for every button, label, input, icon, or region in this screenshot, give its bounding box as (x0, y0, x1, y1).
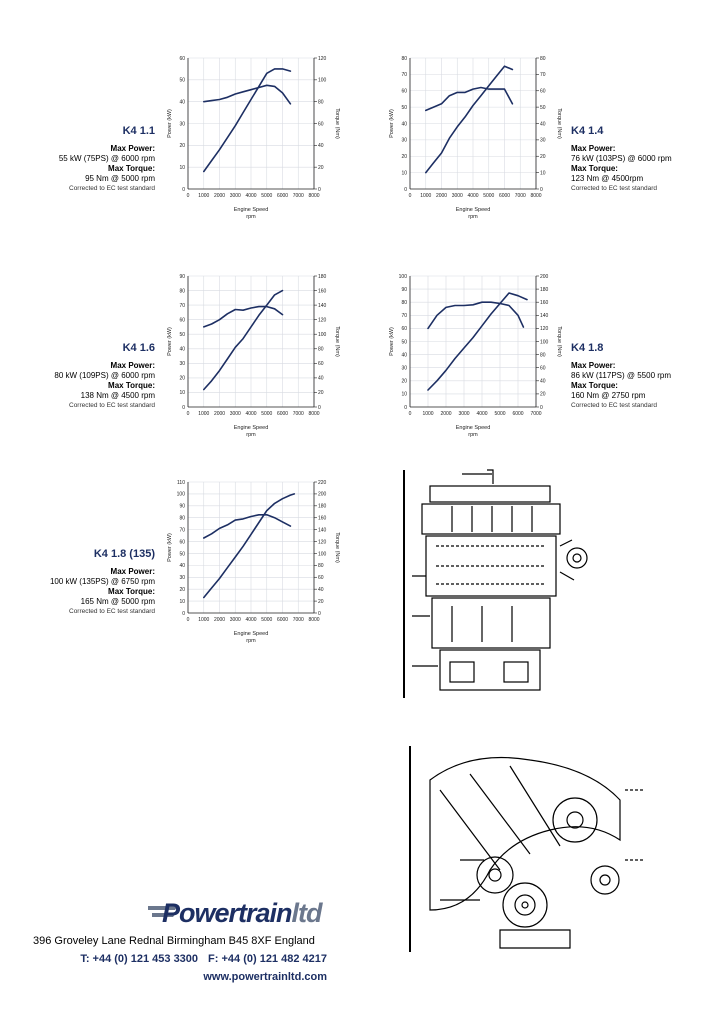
chart-k4-1-8 (372, 270, 562, 450)
x-axis-title: Engine Speed (455, 207, 491, 213)
y-right-tick-label: 120 (540, 326, 549, 333)
x-tick-label: 1000 (198, 193, 210, 199)
y-right-tick-label: 140 (318, 302, 327, 309)
y-right-tick-label: 20 (540, 154, 546, 161)
x-tick-label: 3000 (229, 193, 241, 199)
torque-label: Max Torque: (571, 164, 618, 173)
y-right-tick-label: 0 (318, 404, 321, 411)
torque-curve (204, 307, 283, 327)
chart-k4-1-6 (150, 270, 340, 450)
engine-front-svg (400, 740, 650, 960)
x-tick-label: 1000 (422, 411, 434, 417)
x-tick-label: 7000 (292, 411, 304, 417)
y-left-tick-label: 0 (182, 610, 185, 617)
x-tick-label: 0 (186, 193, 190, 199)
y-left-tick-label: 50 (401, 339, 407, 346)
phone-number: T: +44 (0) 121 453 3300 (80, 953, 199, 965)
power-value: 55 kW (75PS) @ 6000 rpm (58, 154, 155, 163)
y-right-tick-label: 20 (318, 390, 324, 397)
power-curve (204, 494, 294, 598)
spec-k4-1-1 (59, 124, 155, 194)
y-right-tick-label: 80 (540, 352, 546, 359)
y-right-tick-label: 180 (540, 286, 549, 293)
y-left-tick-label: 40 (401, 121, 407, 128)
x-tick-label: 1000 (420, 193, 432, 199)
y-right-tick-label: 100 (318, 77, 327, 84)
x-tick-label: 5000 (494, 411, 506, 417)
y-left-tick-label: 40 (179, 346, 185, 353)
x-axis-title: Engine Speed (233, 207, 269, 213)
logo-text (162, 898, 322, 929)
y-left-tick-label: 70 (401, 313, 407, 320)
y-right-tick-label: 20 (318, 164, 324, 171)
y-left-tick-label: 100 (398, 273, 407, 280)
chart-svg (372, 270, 562, 450)
chart-svg (150, 476, 340, 656)
y-right-tick-label: 60 (318, 361, 324, 368)
y-left-tick-label: 20 (401, 378, 407, 385)
y-right-tick-label: 180 (318, 503, 327, 510)
x-tick-label: 6000 (276, 411, 289, 417)
x-tick-label: 7000 (292, 193, 304, 199)
power-label: Max Power: (571, 144, 616, 153)
x-tick-label: 6000 (276, 193, 289, 199)
x-tick-label: 6000 (498, 193, 511, 199)
engine-front-drawing (400, 740, 650, 960)
y-right-axis-title: Torque (Nm) (334, 108, 340, 139)
chart-svg (150, 52, 340, 232)
x-axis-title: Engine Speed (455, 425, 491, 431)
test-standard-note: Corrected to EC test standard (69, 608, 155, 615)
y-left-tick-label: 40 (179, 563, 185, 570)
x-tick-label: 8000 (308, 617, 320, 623)
x-tick-label: 4000 (467, 193, 479, 199)
y-right-tick-label: 40 (318, 375, 324, 382)
y-left-tick-label: 10 (179, 390, 185, 397)
y-right-axis-title: Torque (Nm) (334, 532, 340, 563)
y-right-tick-label: 200 (318, 491, 327, 498)
y-left-tick-label: 90 (179, 503, 185, 510)
y-right-axis-title: Torque (Nm) (556, 108, 562, 139)
y-right-tick-label: 160 (318, 515, 327, 522)
torque-label: Max Torque: (108, 164, 155, 173)
logo-main: Powertrain (162, 898, 292, 928)
y-right-tick-label: 180 (318, 273, 327, 280)
y-left-axis-title: Power (kW) (389, 109, 395, 138)
y-right-tick-label: 40 (540, 121, 546, 128)
y-left-tick-label: 90 (401, 286, 407, 293)
x-tick-label: 5000 (261, 411, 273, 417)
x-tick-label: 4000 (245, 411, 257, 417)
y-right-tick-label: 60 (318, 121, 324, 128)
y-right-tick-label: 100 (540, 339, 549, 346)
y-left-tick-label: 70 (179, 527, 185, 534)
x-tick-label: 2000 (435, 193, 448, 199)
power-label: Max Power: (571, 361, 616, 370)
model-title: K4 1.6 (122, 342, 155, 354)
x-tick-label: 2000 (440, 411, 452, 417)
x-axis-title: Engine Speed (233, 425, 269, 431)
model-title: K4 1.8 (135) (93, 548, 155, 560)
y-right-tick-label: 80 (540, 55, 546, 62)
y-right-tick-label: 80 (318, 346, 324, 353)
x-tick-label: 6000 (512, 411, 524, 417)
chart-svg (150, 270, 340, 450)
y-right-tick-label: 60 (540, 365, 546, 372)
y-left-tick-label: 60 (179, 317, 185, 324)
x-tick-label: 8000 (308, 193, 320, 199)
x-tick-label: 2000 (213, 411, 226, 417)
y-left-tick-label: 30 (179, 121, 185, 128)
y-left-tick-label: 80 (401, 55, 407, 62)
y-left-axis-title: Power (kW) (389, 327, 395, 356)
test-standard-note: Corrected to EC test standard (571, 402, 657, 409)
x-tick-label: 3000 (229, 411, 241, 417)
x-tick-label: 7000 (530, 411, 542, 417)
test-standard-note: Corrected to EC test standard (69, 185, 155, 192)
powertrain-logo (148, 898, 333, 928)
y-right-tick-label: 0 (318, 610, 321, 617)
y-right-tick-label: 100 (318, 551, 327, 558)
model-title: K4 1.8 (571, 342, 604, 354)
x-tick-label: 4000 (476, 411, 488, 417)
x-axis-title: Engine Speed (233, 631, 269, 637)
y-right-tick-label: 60 (318, 575, 324, 582)
y-right-tick-label: 80 (318, 563, 324, 570)
engine-side-svg (392, 466, 597, 706)
torque-label: Max Torque: (108, 381, 155, 390)
y-right-tick-label: 160 (540, 300, 549, 306)
spec-k4-1-8 (571, 341, 671, 411)
logo-suffix: ltd (291, 898, 322, 928)
x-tick-label: 3000 (229, 617, 241, 623)
y-left-tick-label: 70 (179, 302, 185, 309)
y-left-tick-label: 0 (404, 404, 407, 411)
x-tick-label: 4000 (245, 617, 257, 623)
y-right-tick-label: 220 (318, 479, 327, 486)
x-axis-unit: rpm (468, 214, 478, 220)
y-left-tick-label: 30 (179, 575, 185, 582)
y-left-tick-label: 50 (179, 332, 185, 339)
chart-k4-1-8-135 (150, 476, 340, 656)
x-tick-label: 2000 (213, 617, 226, 623)
y-left-axis-title: Power (kW) (167, 533, 173, 562)
y-right-tick-label: 40 (540, 378, 546, 385)
y-left-tick-label: 100 (176, 491, 185, 498)
model-title: K4 1.1 (122, 125, 155, 137)
y-left-axis-title: Power (kW) (167, 109, 173, 138)
y-right-tick-label: 140 (318, 527, 327, 534)
x-tick-label: 5000 (483, 193, 495, 199)
y-left-tick-label: 10 (401, 170, 407, 177)
y-right-tick-label: 0 (318, 186, 321, 193)
x-tick-label: 7000 (514, 193, 526, 199)
y-left-tick-label: 80 (179, 515, 185, 522)
y-right-tick-label: 20 (318, 598, 324, 605)
power-label: Max Power: (110, 361, 155, 370)
torque-label: Max Torque: (571, 381, 618, 390)
x-tick-label: 1000 (198, 411, 210, 417)
torque-label: Max Torque: (108, 587, 155, 596)
y-left-tick-label: 90 (179, 273, 185, 280)
company-address: 396 Groveley Lane Rednal Birmingham B45 8XF England (33, 935, 315, 947)
y-left-tick-label: 0 (404, 186, 407, 193)
y-right-tick-label: 30 (540, 137, 546, 144)
spec-k4-1-4 (571, 124, 672, 194)
y-right-tick-label: 160 (318, 288, 327, 295)
y-right-tick-label: 120 (318, 317, 327, 324)
x-axis-unit: rpm (246, 638, 256, 644)
y-left-tick-label: 60 (179, 539, 185, 546)
model-title: K4 1.4 (571, 125, 604, 137)
y-right-tick-label: 140 (540, 313, 549, 320)
power-value: 86 kW (117PS) @ 5500 rpm (571, 371, 672, 380)
x-tick-label: 8000 (530, 193, 542, 199)
y-left-tick-label: 50 (179, 77, 185, 84)
x-tick-label: 5000 (261, 193, 273, 199)
y-left-tick-label: 20 (179, 586, 185, 593)
y-left-tick-label: 80 (401, 300, 407, 306)
chart-k4-1-4 (372, 52, 562, 232)
x-tick-label: 3000 (458, 411, 470, 417)
y-left-tick-label: 60 (401, 326, 407, 333)
x-axis-unit: rpm (246, 432, 256, 438)
y-left-tick-label: 110 (177, 479, 185, 486)
power-value: 76 kW (103PS) @ 6000 rpm (571, 154, 672, 163)
x-tick-label: 8000 (308, 411, 320, 417)
test-standard-note: Corrected to EC test standard (69, 402, 155, 409)
contact-line (80, 953, 327, 965)
x-tick-label: 4000 (245, 193, 257, 199)
y-left-tick-label: 10 (179, 164, 185, 171)
y-right-tick-label: 0 (540, 186, 543, 193)
y-left-tick-label: 40 (401, 352, 407, 359)
y-right-tick-label: 10 (540, 170, 546, 177)
torque-value: 160 Nm @ 2750 rpm (571, 391, 646, 400)
spec-k4-1-6 (54, 341, 155, 411)
fax-number: F: +44 (0) 121 482 4217 (208, 953, 327, 965)
engine-side-drawing (392, 466, 597, 706)
torque-curve (204, 515, 291, 538)
website-link[interactable]: www.powertrainltd.com (203, 971, 327, 983)
y-left-tick-label: 30 (401, 137, 407, 144)
y-left-tick-label: 60 (401, 88, 407, 95)
y-right-tick-label: 0 (540, 404, 543, 411)
x-tick-label: 3000 (451, 193, 463, 199)
x-tick-label: 0 (408, 411, 412, 417)
y-left-tick-label: 10 (179, 598, 185, 605)
power-label: Max Power: (110, 567, 155, 576)
y-left-tick-label: 0 (182, 186, 185, 193)
x-tick-label: 0 (186, 411, 190, 417)
y-right-tick-label: 120 (318, 55, 327, 62)
y-left-tick-label: 60 (179, 55, 185, 62)
y-right-axis-title: Torque (Nm) (334, 326, 340, 357)
power-value: 100 kW (135PS) @ 6750 rpm (49, 577, 155, 586)
y-left-tick-label: 20 (179, 375, 185, 382)
chart-svg (372, 52, 562, 232)
x-tick-label: 6000 (276, 617, 289, 623)
y-left-tick-label: 10 (401, 391, 407, 398)
torque-curve (204, 85, 291, 104)
y-right-axis-title: Torque (Nm) (556, 326, 562, 357)
x-tick-label: 7000 (292, 617, 304, 623)
torque-value: 95 Nm @ 5000 rpm (85, 174, 155, 183)
y-left-tick-label: 20 (401, 154, 407, 161)
spec-k4-1-8-135 (50, 547, 155, 617)
y-left-tick-label: 80 (179, 288, 185, 295)
chart-k4-1-1 (150, 52, 340, 232)
x-tick-label: 5000 (261, 617, 273, 623)
y-right-tick-label: 120 (318, 539, 327, 546)
y-left-tick-label: 30 (401, 365, 407, 372)
x-axis-unit: rpm (468, 432, 478, 438)
y-left-tick-label: 70 (401, 72, 407, 79)
power-label: Max Power: (110, 144, 155, 153)
y-left-tick-label: 0 (182, 404, 185, 411)
y-left-tick-label: 40 (179, 99, 185, 106)
x-axis-unit: rpm (246, 214, 256, 220)
y-right-tick-label: 50 (540, 104, 546, 111)
test-standard-note: Corrected to EC test standard (571, 185, 657, 192)
power-curve (204, 69, 291, 172)
y-left-axis-title: Power (kW) (167, 327, 173, 356)
y-left-tick-label: 50 (401, 104, 407, 111)
torque-value: 123 Nm @ 4500rpm (571, 174, 644, 183)
power-curve (426, 66, 513, 172)
y-right-tick-label: 100 (318, 332, 327, 339)
y-right-tick-label: 40 (318, 586, 324, 593)
torque-value: 165 Nm @ 5000 rpm (80, 597, 155, 606)
y-right-tick-label: 80 (318, 99, 324, 106)
y-left-tick-label: 30 (179, 361, 185, 368)
torque-value: 138 Nm @ 4500 rpm (80, 391, 155, 400)
y-right-tick-label: 200 (540, 273, 549, 280)
x-tick-label: 1000 (198, 617, 210, 623)
y-right-tick-label: 40 (318, 143, 324, 150)
y-right-tick-label: 20 (540, 391, 546, 398)
power-curve (204, 291, 283, 390)
x-tick-label: 2000 (213, 193, 226, 199)
x-tick-label: 0 (186, 617, 190, 623)
y-left-tick-label: 20 (179, 143, 185, 150)
power-value: 80 kW (109PS) @ 6000 rpm (54, 371, 155, 380)
x-tick-label: 0 (408, 193, 412, 199)
y-right-tick-label: 60 (540, 88, 546, 95)
y-right-tick-label: 70 (540, 72, 546, 79)
y-left-tick-label: 50 (179, 551, 185, 558)
